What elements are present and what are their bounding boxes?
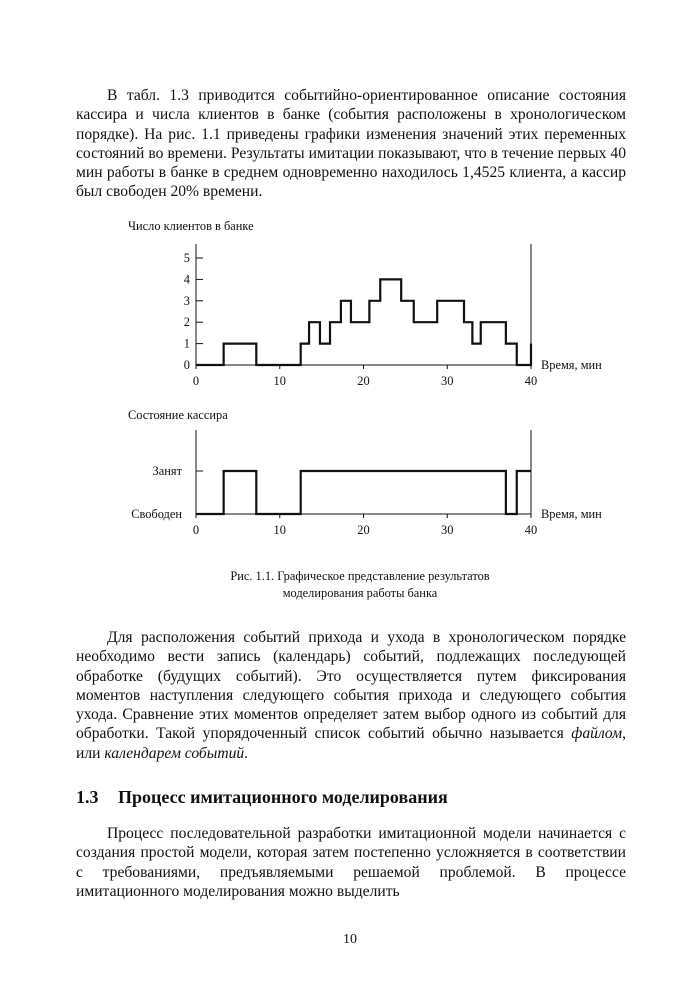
term-file: файлом xyxy=(571,725,623,743)
step-series-line xyxy=(196,471,531,514)
x-tick-label: 0 xyxy=(192,374,200,388)
y-tick-label: 3 xyxy=(183,293,190,308)
chart-title: Состояние кассира xyxy=(128,408,228,422)
x-axis-label: Время, мин xyxy=(541,507,602,521)
chart-title: Число клиентов в банке xyxy=(128,219,254,233)
x-tick-label: 20 xyxy=(357,374,370,388)
y-tick-label: Свободен xyxy=(131,507,182,521)
y-tick-label: Занят xyxy=(152,464,182,478)
section-number: 1.3 xyxy=(76,787,99,807)
x-tick-label: 40 xyxy=(524,523,538,537)
x-tick-label: 10 xyxy=(273,523,286,537)
intro-paragraph: В табл. 1.3 приводится событийно-ориентированное описание состояния кассира и числа клиентов в банке (события расположены в хронологическом порядке). На рис. 1.1 приведены графики изменения значений этих переменных состояний во времени. Результаты имитации показывают, что в течение первых 40 мин работы в банке в среднем одновременно находилось 1,4525 клиента, а кассир был свободен 20% времени. xyxy=(76,87,626,201)
y-tick-label: 1 xyxy=(183,336,190,351)
x-tick-label: 40 xyxy=(524,374,538,388)
term-event-calendar: календарем событий xyxy=(104,744,245,762)
x-tick-label: 30 xyxy=(441,374,454,388)
x-tick-label: 0 xyxy=(192,523,200,537)
figure-caption-line1: Рис. 1.1. Графическое представление результатов xyxy=(230,569,490,583)
chart-clients-count xyxy=(128,219,602,388)
process-paragraph: Процесс последовательной разработки имитационной модели начинается с создания простой модели, которая затем постепенно усложняется в соответствии с требованиями, предъявляемыми решаемой проблемой. В процессе имитационного моделирования можно выделить xyxy=(76,825,626,900)
figure-caption-line2: моделирования работы банка xyxy=(282,585,438,600)
paragraph2-end: . xyxy=(244,744,249,762)
y-tick-label: 5 xyxy=(183,251,190,265)
x-axis-label: Время, мин xyxy=(541,358,602,372)
section-heading xyxy=(76,787,448,808)
section-title: Процесс имитационного моделирования xyxy=(118,787,448,807)
paragraph2-text: Для расположения событий прихода и ухода в хронологическом порядке необходимо вести запись (календарь) событий, подлежащих последующей обработке (будущих событий). Это осуществляется путем фиксирования моментов наступления следующего события прихода и следующего события ухода. Сравнение этих моментов определяет затем выбор одного из событий для обработки. Такой упорядоченный список событий обычно называется xyxy=(76,629,626,743)
x-tick-label: 10 xyxy=(273,374,286,388)
paragraph2-or: , или xyxy=(76,725,626,762)
calendar-paragraph xyxy=(76,628,626,763)
chart-cashier-state xyxy=(128,408,602,537)
x-tick-label: 20 xyxy=(357,523,370,537)
x-tick-label: 30 xyxy=(441,523,454,537)
step-series-line xyxy=(196,279,531,365)
y-tick-label: 2 xyxy=(183,315,190,330)
y-tick-label: 4 xyxy=(183,272,190,287)
figure-caption xyxy=(170,568,550,601)
page-number: 10 xyxy=(343,932,357,947)
y-tick-label: 0 xyxy=(183,358,190,372)
